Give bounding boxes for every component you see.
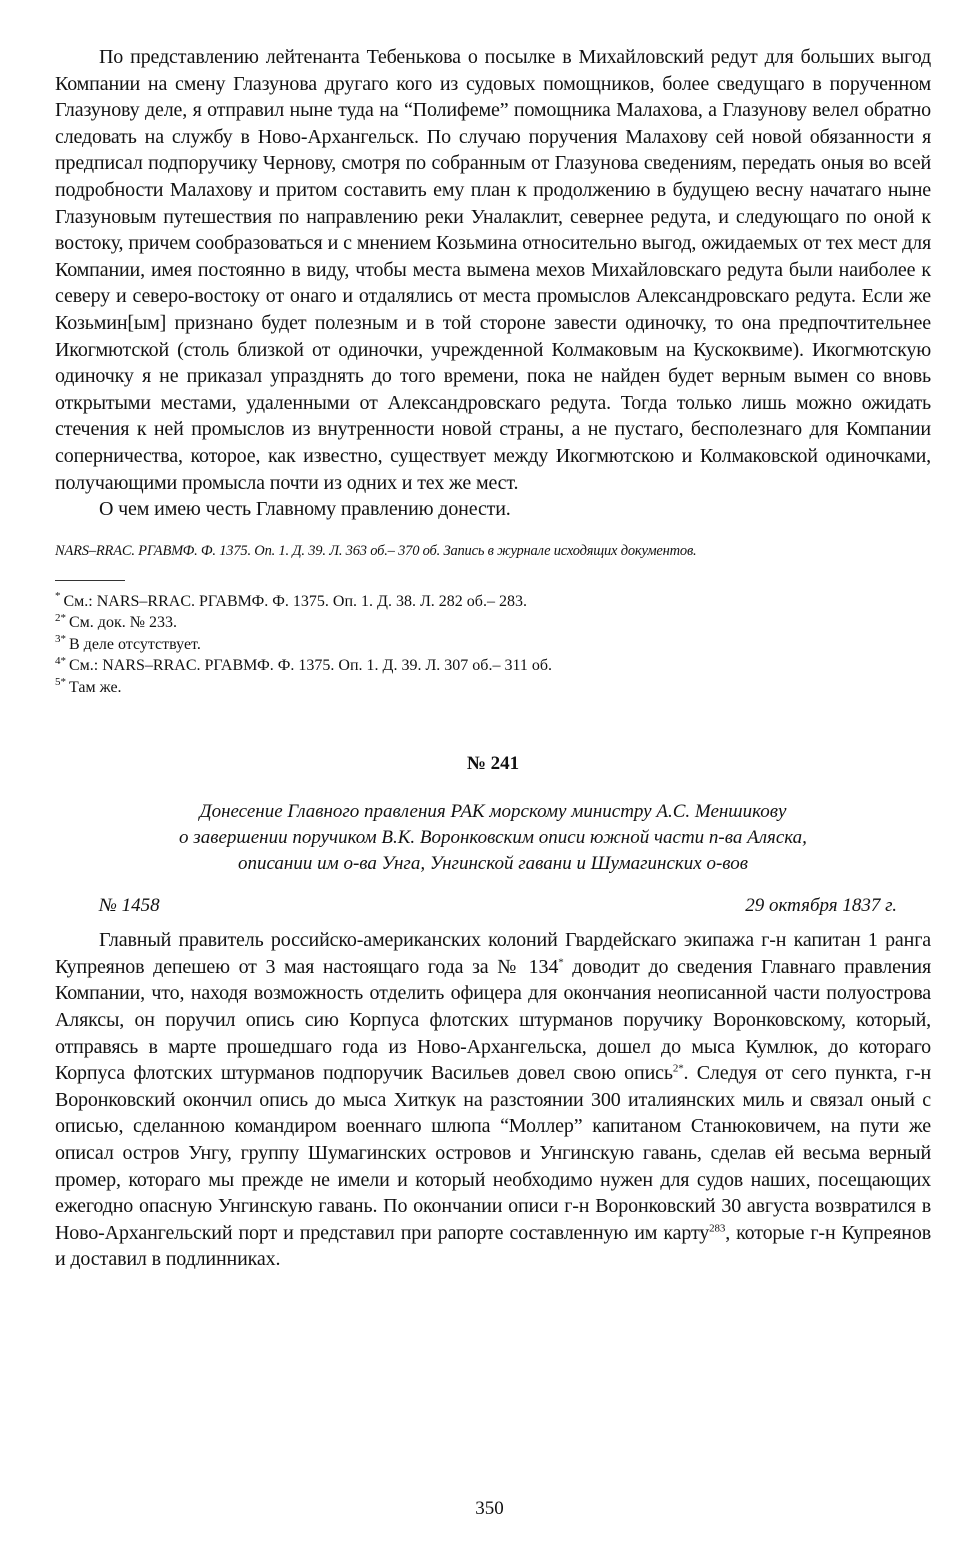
footnote-separator [55, 580, 125, 581]
footnote [55, 677, 931, 699]
endnote-reference: 283 [709, 1222, 726, 1235]
document-title-line: о завершении поручиком В.К. Воронковским описи южной части п-ва Аляска, [179, 827, 807, 849]
footnote-marker: 3* [55, 633, 66, 646]
document-title-line: описании им о-ва Унга, Унгинской гавани и Шумагинских о-вов [237, 853, 749, 875]
footnote-text: В деле отсутствует. [69, 635, 201, 653]
footnote-text: См. док. № 233. [69, 614, 177, 632]
footnote-text: См.: NARS–RRAC. РГАВМФ. Ф. 1375. Оп. 1. Д. 38. Л. 282 об.– 283. [63, 592, 527, 610]
document-body-paragraph [55, 927, 931, 1273]
document-title-line: Донесение Главного правления РАК морскому министру А.С. Меншикову [199, 801, 787, 823]
body-text: Главный правитель российско-американских колоний Гвардейскаго экипажа г-н капитан 1 ранга Купреянов депешею от 3 мая настоящаго года за № 134 [55, 929, 931, 978]
archival-source-citation: NARS–RRAC. РГАВМФ. Ф. 1375. Оп. 1. Д. 39. Л. 363 об.– 370 об. Запись в журнале исходящих документов. [55, 542, 697, 559]
document-page [55, 44, 931, 1273]
outgoing-number: № 1458 [99, 895, 160, 917]
footnote [55, 634, 931, 656]
footnotes-list [55, 591, 931, 699]
body-text: доводит до сведения Главнаго правления Компании, что, находя возможность отделить офицера для окончания неописанной части полуострова Аляксы, он поручил опись сию Корпуса флотских штурманов поручику Воронковскому, который, отправясь в марте прошедшаго года из Ново-Архангельска, дошел до мыса Кумлюк, до котораго Корпуса флотских штурманов подпоручик Васильев довел свою опись [55, 955, 931, 1085]
footnote [55, 591, 931, 613]
footnote [55, 655, 931, 677]
footnote-reference: * [558, 956, 564, 969]
body-text: . Следуя от сего пункта, г-н Воронковский окончил опись до мыса Хиткук на разстоянии 300 италиянских миль и связал оный с описью, сделанною командиром военнаго шлюпа “Моллер” капитаном Станюковичем, на пути же описал остров Унгу, группу Шумагинских островов и Унгинскую гавань, сделав ей весьма верный промер, котораго мы прежде не имели и который необходимо нужен для судов наших, посещающих ежегодно опасную Унгинскую гавань. По окончании описи г-н Воронковский 30 августа возвратился в Ново-Архангельский порт и представил при рапорте составленную им карту [55, 1062, 932, 1244]
footnote [55, 612, 931, 634]
footnote-marker: 4* [55, 654, 66, 667]
body-text: , которые г-н Купреянов и доставил в подлинниках. [55, 1221, 931, 1271]
closing-paragraph: О чем имею честь Главному правлению донести. [99, 498, 511, 521]
footnote-marker: * [55, 590, 61, 603]
footnote-text: Там же. [69, 678, 122, 696]
footnote-marker: 5* [55, 676, 66, 689]
body-paragraph: По представлению лейтенанта Тебенькова о посылке в Михайловский редут для больших выгод Компании на смену Глазунова другаго кого из судовых помощников, более сведущаго в порученном Глазунову деле, я отправил ныне туда на “Полифеме” помощника Малахова, а Глазунову велел обратно следовать на службу в Ново-Архангельск. По случаю поручения Малахову сей новой обязанности я предписал подпоручику Чернову, смотря по собранным от Глазунова сведениям, передать оныя во всей подробности Малахову и притом составить ему план к продолжению в будущею весну начатаго ныне Глазуновым путешествия по направлению реки Уналаклит, севернее редута, и следующаго по оной к востоку, причем сообразоваться и с мнением Козьмина относительно выгод, ожидаемых от тех мест для Компании, имея постоянно в виду, чтобы места вымена мехов Михайловскаго редута были наиболее к северу и северо-востоку от онаго и отдалялись от места промыслов Александровскаго редута. Если же Козьмин[ым] признано будет полезным и в той стороне завести одиночку, то она предпочтительнее Икогмютской (столь близкой от одиночки, учрежденной Колмаковым на Кускоквиме). Икогмютскую одиночку я не приказал упразднять до того времени, пока не найден будет верным вымен со вновь открытыми местами, удаленными от Александровскаго редута. Тогда только лишь можно ожидать стечения к ней промыслов из внутренности новой страны, а не пустаго, бесполезнаго для Компании соперничества, которое, как известно, существует между Икогмютскою и Колмаковской одиночками, получающими промысла почти из одних и тех же мест. [55, 46, 931, 494]
document-meta [55, 895, 931, 917]
document-title [55, 799, 931, 877]
footnote-reference: 2* [672, 1062, 684, 1075]
footnote-text: См.: NARS–RRAC. РГАВМФ. Ф. 1375. Оп. 1. Д. 39. Л. 307 об.– 311 об. [69, 657, 552, 675]
page-number: 350 [475, 1498, 504, 1519]
document-number-heading: № 241 [466, 753, 520, 775]
footnote-marker: 2* [55, 611, 66, 624]
document-date: 29 октября 1837 г. [745, 895, 897, 917]
